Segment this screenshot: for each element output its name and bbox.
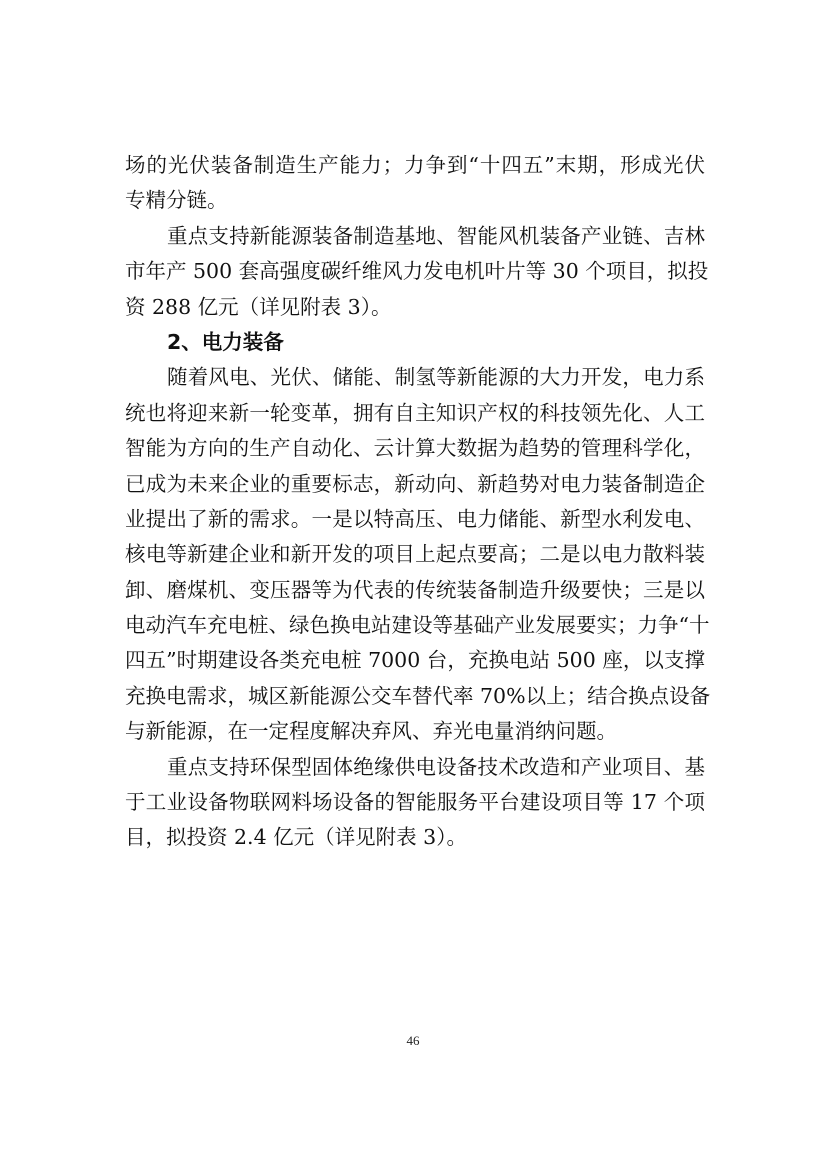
page-content <box>125 148 711 856</box>
page-number: 46 <box>406 1033 420 1048</box>
paragraph-power-equipment <box>125 360 711 749</box>
paragraph-continuation <box>125 148 705 219</box>
section-heading: 2、电力装备 <box>167 329 284 354</box>
text-line: 已成为未来企业的重要标志，新动向、新趋势对电力装备制造企 <box>125 471 705 496</box>
text-line: 随着风电、光伏、储能、制氢等新能源的大力开发，电力系 <box>167 365 705 390</box>
text-line: 重点支持环保型固体绝缘供电设备技术改造和产业项目、基 <box>167 754 705 779</box>
text-line: 卸、磨煤机、变压器等为代表的传统装备制造升级要快；三是以 <box>125 577 705 602</box>
paragraph-new-energy-projects <box>125 219 709 325</box>
text-line: 业提出了新的需求。一是以特高压、电力储能、新型水利发电、 <box>125 506 705 531</box>
text-line: 于工业设备物联网料场设备的智能服务平台建设项目等 17 个项 <box>125 790 705 815</box>
text-line: 重点支持新能源装备制造基地、智能风机装备产业链、吉林 <box>167 223 705 248</box>
text-line: 与新能源，在一定程度解决弃风、弃光电量消纳问题。 <box>125 719 617 744</box>
text-line: 核电等新建企业和新开发的项目上起点要高；二是以电力散料装 <box>125 542 705 567</box>
text-line: 四五”时期建设各类充电桩 7000 台，充换电站 500 座，以支撑 <box>125 648 705 673</box>
text-line: 统也将迎来新一轮变革，拥有自主知识产权的科技领先化、人工 <box>125 400 705 425</box>
text-line: 目，拟投资 2.4 亿元（详见附表 3）。 <box>125 825 467 850</box>
text-line: 场的光伏装备制造生产能力；力争到“十四五”末期，形成光伏 <box>125 153 705 177</box>
text-line: 市年产 500 套高强度碳纤维风力发电机叶片等 30 个项目，拟投 <box>125 259 709 284</box>
text-line: 智能为方向的生产自动化、云计算大数据为趋势的管理科学化， <box>125 436 705 461</box>
text-line: 电动汽车充电桩、绿色换电站建设等基础产业发展要实；力争“十 <box>125 613 710 638</box>
text-line: 充换电需求，城区新能源公交车替代率 70%以上；结合换点设备 <box>125 683 711 708</box>
text-line: 资 288 亿元（详见附表 3）。 <box>125 294 392 319</box>
paragraph-power-projects <box>125 750 705 856</box>
text-line: 专精分链。 <box>125 188 228 213</box>
